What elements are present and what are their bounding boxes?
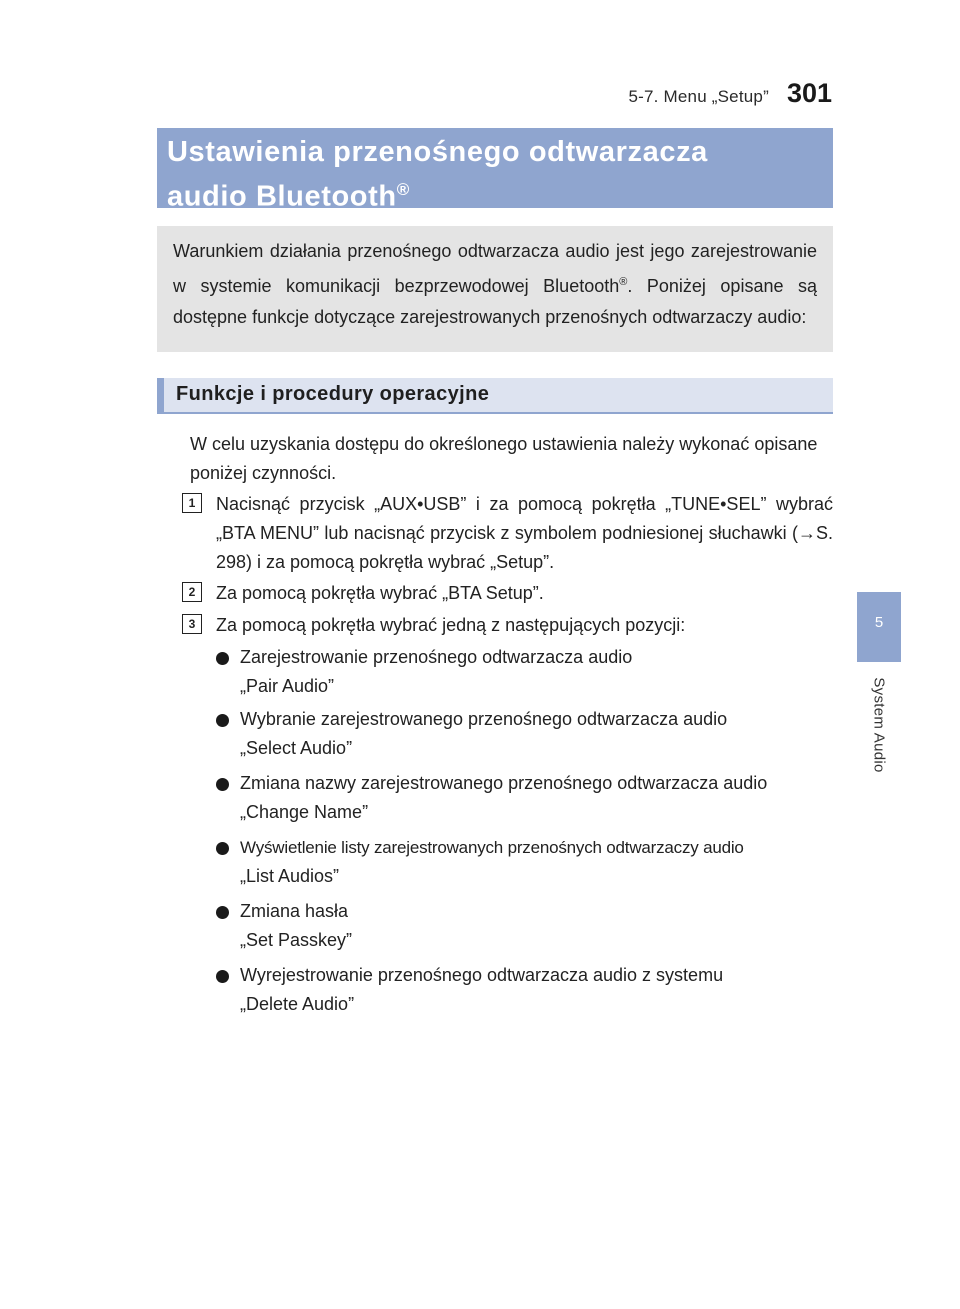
option-description: Wyrejestrowanie przenośnego odtwarzacza audio z systemu — [240, 965, 724, 985]
title-line-2 — [167, 171, 823, 216]
bullet-icon — [216, 970, 229, 983]
intro-part-1: Warunkiem działania przenośnego odtwarzacza audio jest jego zarejestrowanie w systemie komunikacji bezprzewodowej Bluetooth — [173, 241, 817, 296]
page-title — [157, 128, 833, 213]
chapter-tab — [857, 592, 901, 662]
intro-text — [173, 236, 817, 333]
bullet-icon — [216, 714, 229, 727]
body-paragraph: W celu uzyskania dostępu do określonego ustawienia należy wykonać opisane poniżej czynności. — [190, 434, 818, 483]
option-description: Zarejestrowanie przenośnego odtwarzacza audio — [240, 647, 633, 667]
option-label: „Pair Audio” — [240, 676, 335, 696]
step-1 — [182, 490, 833, 577]
step-number: 1 — [182, 493, 202, 513]
bullet-icon — [216, 652, 229, 665]
list-item — [216, 769, 836, 827]
bullet-icon — [216, 778, 229, 791]
option-description: Zmiana nazwy zarejestrowanego przenośnego odtwarzacza audio — [240, 773, 768, 793]
option-label: „List Audios” — [240, 866, 340, 886]
step-number: 2 — [182, 582, 202, 602]
step-text: Za pomocą pokrętła wybrać „BTA Setup”. — [216, 583, 544, 603]
option-label: „Set Passkey” — [240, 930, 353, 950]
step-3 — [182, 611, 833, 640]
title-line-2-text: audio Bluetooth — [167, 180, 397, 213]
intro-registered-mark: ® — [619, 276, 628, 288]
step-text: Nacisnąć przycisk „AUX•USB” i za pomocą pokrętła „TUNE•SEL” wybrać „BTA MENU” lub nacisnąć przycisk z symbolem podniesionej słuchawki (→S. 298) i za pomocą pokrętła wybrać „Setup”. — [216, 494, 833, 572]
list-item — [216, 897, 836, 955]
step-text: Za pomocą pokrętła wybrać jedną z następujących pozycji: — [216, 615, 686, 635]
list-item — [216, 705, 836, 763]
option-label: „Select Audio” — [240, 738, 353, 758]
subheading-text: Funkcje i procedury operacyjne — [176, 383, 490, 405]
chapter-label: System Audio — [870, 677, 888, 773]
subheading — [157, 378, 833, 414]
option-label: „Change Name” — [240, 802, 369, 822]
step-2 — [182, 579, 833, 608]
page-number: 301 — [786, 78, 832, 108]
bullet-icon — [216, 842, 229, 855]
option-description: Wyświetlenie listy zarejestrowanych przenośnych odtwarzaczy audio — [240, 838, 744, 857]
intro-box — [157, 226, 833, 352]
registered-mark: ® — [396, 180, 410, 199]
option-description: Zmiana hasła — [240, 901, 349, 921]
section-label: 5-7. Menu „Setup” — [628, 87, 769, 106]
chapter-number: 5 — [874, 614, 884, 631]
list-item — [216, 961, 836, 1019]
title-line-1: Ustawienia przenośnego odtwarzacza — [167, 136, 708, 168]
option-label: „Delete Audio” — [240, 994, 355, 1014]
step-number: 3 — [182, 614, 202, 634]
option-description: Wybranie zarejestrowanego przenośnego odtwarzacza audio — [240, 709, 728, 729]
bullet-icon — [216, 906, 229, 919]
list-item — [216, 833, 836, 891]
page-header — [629, 78, 832, 112]
list-item — [216, 643, 836, 701]
intro-part-2: . Poniżej opisane są dostępne funkcje dotyczące zarejestrowanych przenośnych odtwarzaczy audio: — [173, 276, 817, 327]
